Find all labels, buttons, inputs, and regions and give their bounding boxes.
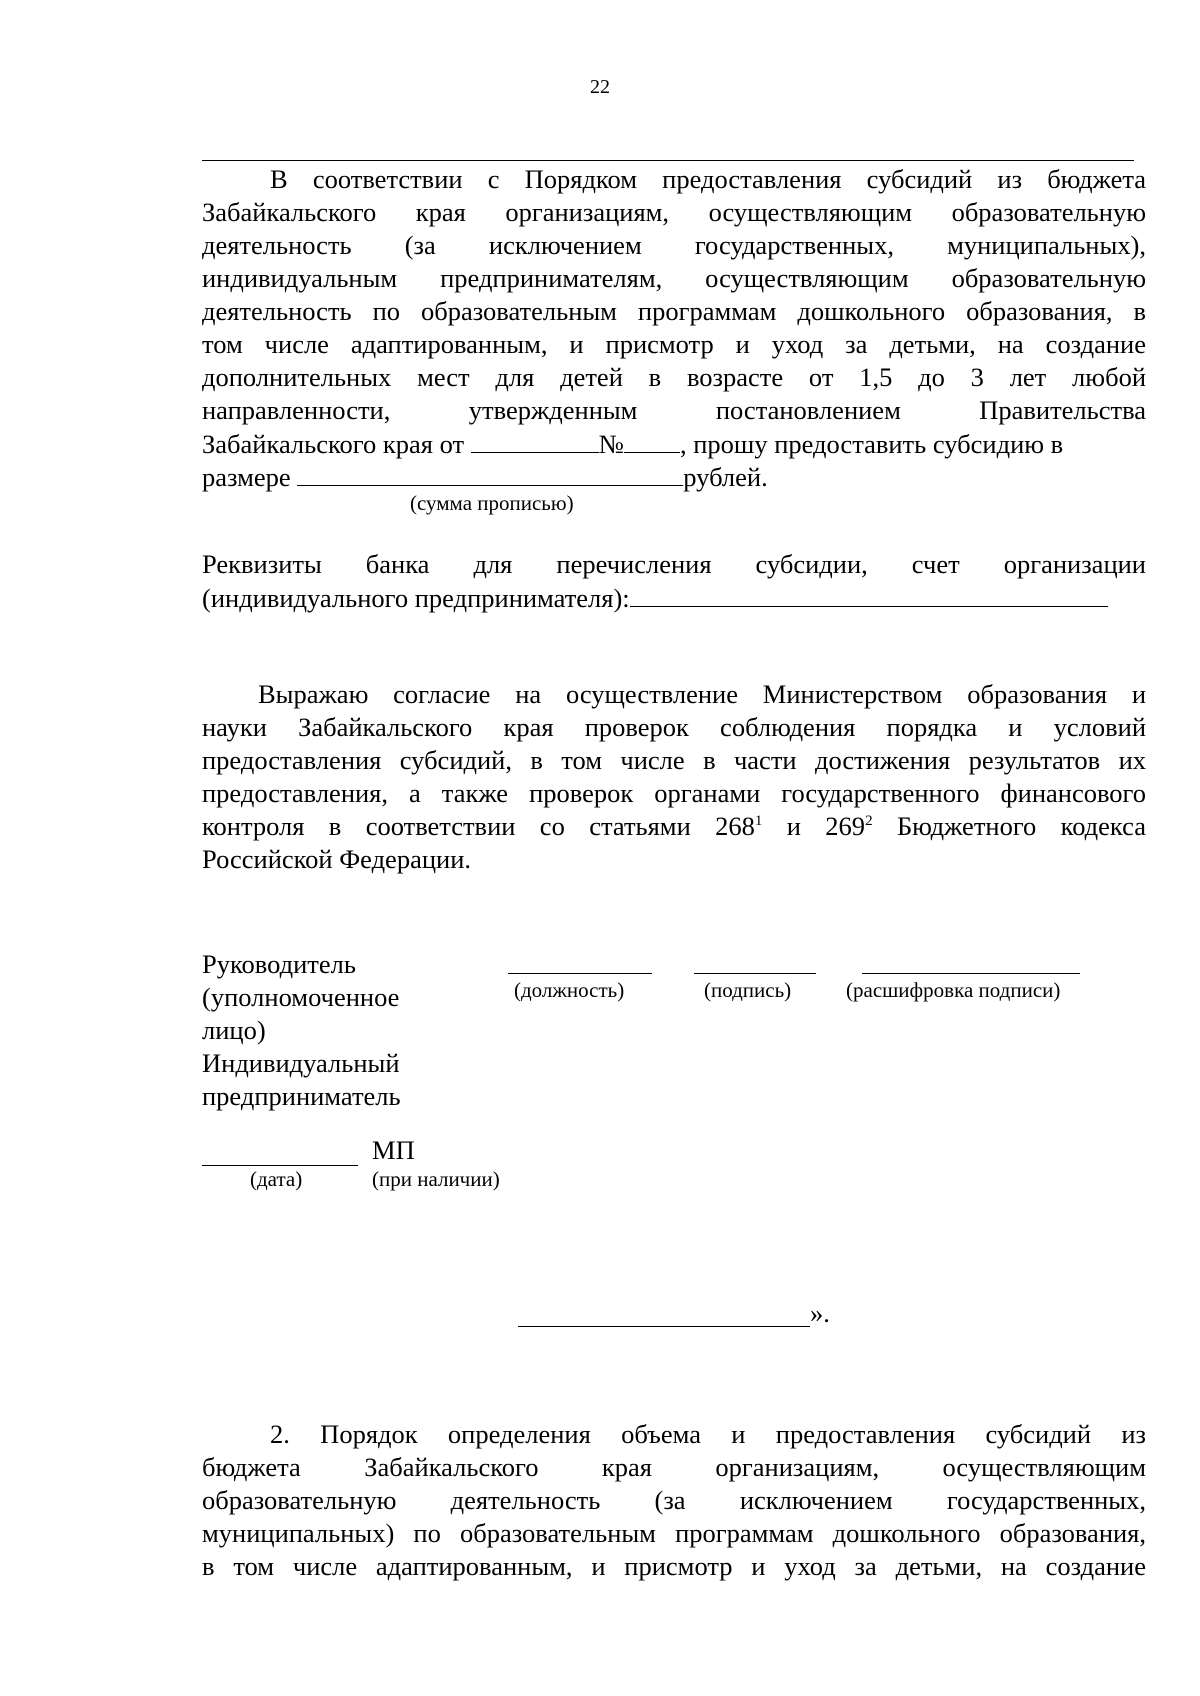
consent-line: науки Забайкальского края проверок соблюдения порядка и условий [202, 712, 1146, 742]
consent-paragraph [202, 678, 1146, 876]
section2-line: муниципальных) по образовательным программам дошкольного образования, [202, 1518, 1146, 1548]
caption-date: (дата) [250, 1167, 303, 1191]
request-line-date: Забайкальского края от № , прошу предоставить субсидию в [202, 429, 1064, 459]
decode-blank[interactable] [862, 973, 1080, 974]
section2-line: 2. Порядок определения объема и предоставления субсидий из [270, 1419, 1146, 1449]
role-line: (уполномоченное [202, 982, 400, 1012]
caption-position: (должность) [514, 978, 625, 1002]
request-line: направленности, утвержденным постановлением Правительства [202, 395, 1146, 425]
top-rule [202, 160, 1134, 161]
request-line: деятельность (за исключением государственных, муниципальных), [202, 230, 1146, 260]
request-line: В соответствии с Порядком предоставления субсидий из бюджета [270, 164, 1146, 194]
section2-line: в том числе адаптированным, и присмотр и уход за детьми, на создание [202, 1551, 1146, 1581]
role-line: Индивидуальный [202, 1048, 400, 1078]
superscript: 2 [865, 813, 873, 830]
role-line: лицо) [202, 1015, 266, 1045]
consent-line: Российской Федерации. [202, 844, 471, 874]
request-line: Забайкальского края организациям, осуществляющим образовательную [202, 197, 1146, 227]
amount-blank[interactable] [297, 460, 683, 486]
consent-line: предоставления, а также проверок органами государственного финансового [202, 778, 1146, 808]
request-paragraph [202, 163, 1146, 493]
request-line-amount: размере рублей. [202, 462, 768, 492]
bank-line-2: (индивидуального предпринимателя): [202, 581, 1146, 614]
date-blank[interactable] [471, 427, 599, 453]
position-blank[interactable] [508, 973, 652, 974]
stamp-label: МП [372, 1135, 415, 1165]
caption-decode: (расшифровка подписи) [846, 978, 1061, 1002]
section-2-paragraph [202, 1418, 1146, 1583]
consent-line: предоставления субсидий, в том числе в части достижения результатов их [202, 745, 1146, 775]
date-blank[interactable] [202, 1165, 358, 1166]
consent-line-articles: контроля в соответствии со статьями $268^1$ и $269^2$ Бюджетного кодекса [202, 811, 1146, 841]
bank-details-blank[interactable] [630, 581, 1108, 607]
request-line: дополнительных мест для детей в возрасте от 1,5 до 3 лет любой [202, 362, 1146, 392]
number-sign: № [598, 429, 624, 459]
caption-sum-in-words: (сумма прописью) [410, 491, 574, 515]
role-line: предприниматель [202, 1081, 401, 1111]
section2-line: образовательную деятельность (за исключением государственных, [202, 1485, 1146, 1515]
bank-details [202, 548, 1146, 614]
bank-line: Реквизиты банка для перечисления субсидии, счет организации [202, 549, 1146, 579]
superscript: 1 [754, 813, 763, 830]
signatory-role [202, 948, 401, 1113]
request-line: индивидуальным предпринимателям, осуществляющим образовательную [202, 263, 1146, 293]
signature-blank[interactable] [694, 973, 816, 974]
page-number: 22 [590, 76, 610, 98]
caption-signature: (подпись) [704, 978, 792, 1002]
role-line: Руководитель [202, 949, 356, 979]
closing-blank[interactable] [518, 1326, 810, 1327]
request-line: том числе адаптированным, и присмотр и уход за детьми, на создание [202, 329, 1146, 359]
number-blank[interactable] [624, 427, 680, 453]
section2-line: бюджета Забайкальского края организациям, осуществляющим [202, 1452, 1146, 1482]
caption-stamp: (при наличии) [372, 1167, 500, 1191]
request-line: деятельность по образовательным программам дошкольного образования, в [202, 296, 1146, 326]
closing-quote: ». [810, 1298, 830, 1328]
consent-line: Выражаю согласие на осуществление Министерством образования и [258, 679, 1146, 709]
